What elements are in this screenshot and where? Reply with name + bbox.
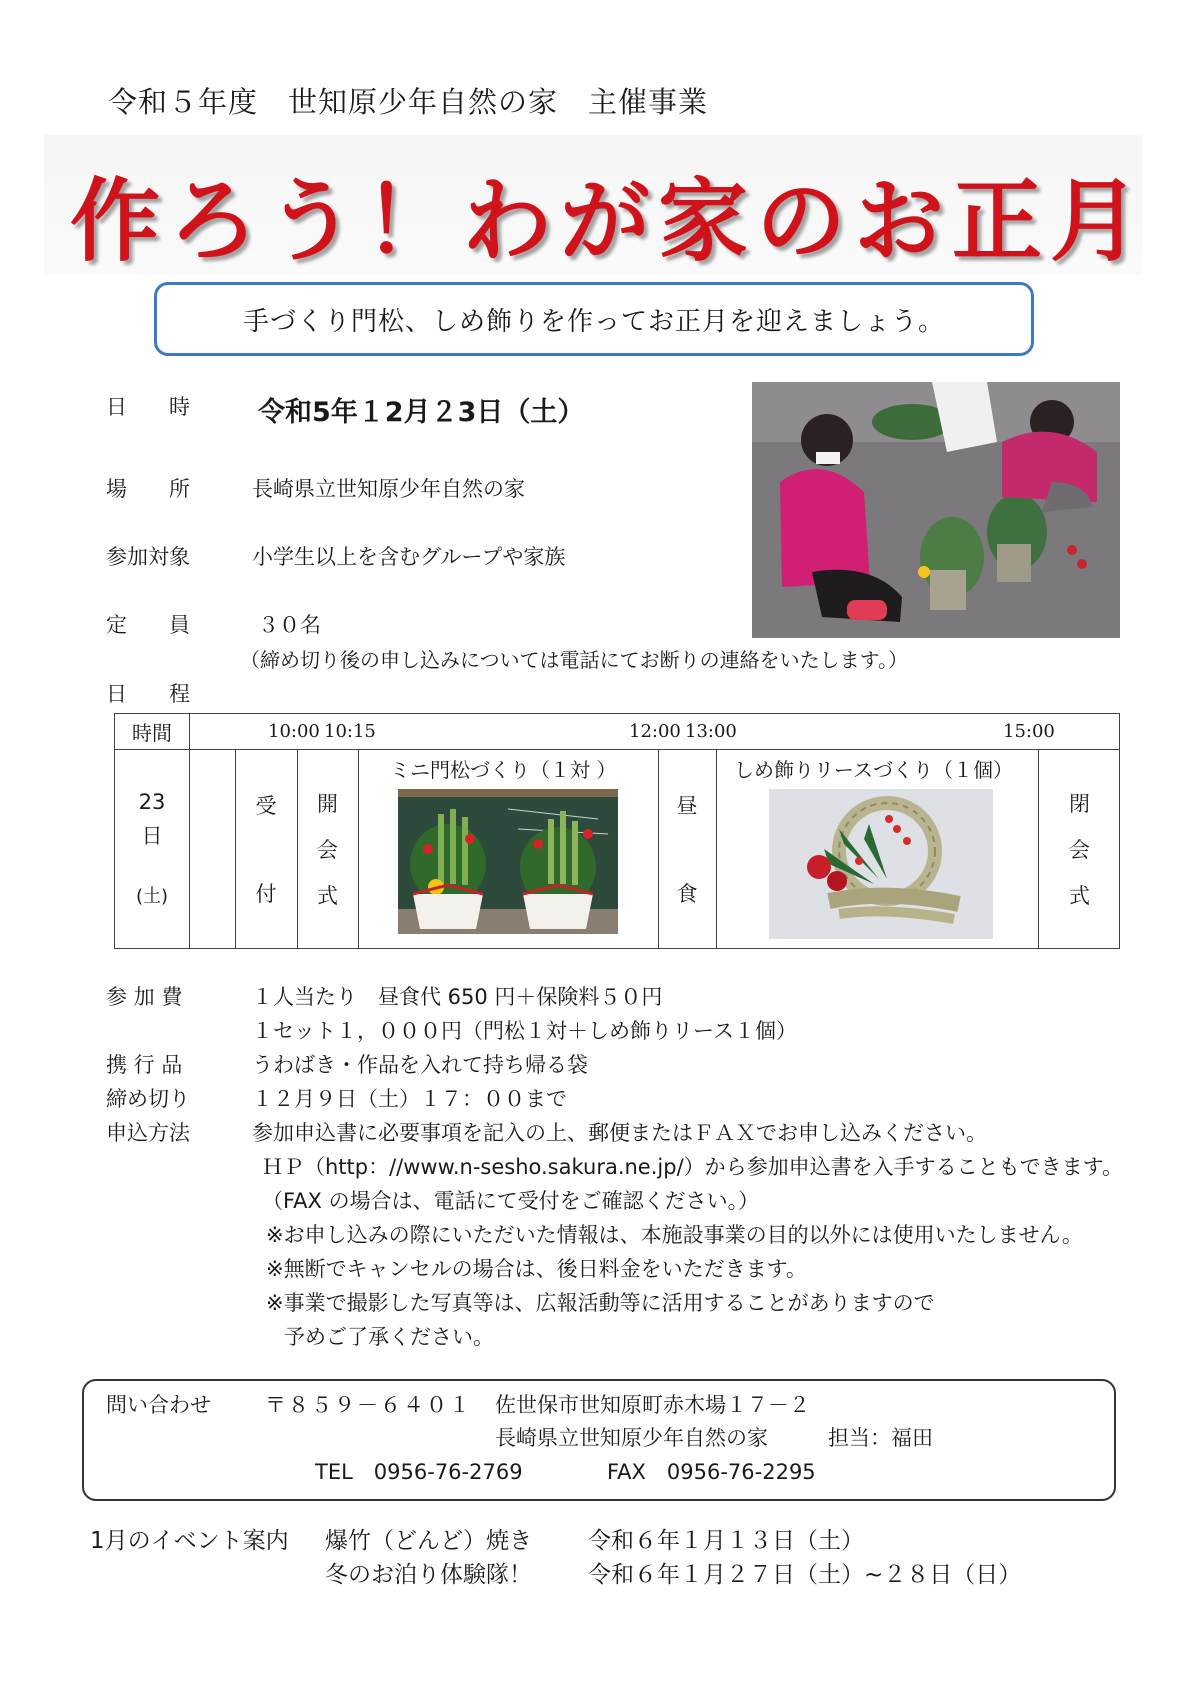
items-value: うわばき・作品を入れて持ち帰る袋 [252, 1053, 588, 1077]
capacity-note: （締め切り後の申し込みについては電話にてお断りの連絡をいたします。） [240, 648, 908, 672]
closing-ceremony-cell [1038, 749, 1121, 948]
kadomatsu-photo [398, 789, 618, 934]
opening-ceremony-cell [297, 749, 358, 948]
tagline-box [154, 282, 1034, 356]
apply-line-3: （FAX の場合は、電話にて受付をご確認ください。） [262, 1189, 760, 1213]
capacity-value: ３０名 [258, 613, 321, 637]
time-1300: 13:00 [685, 721, 737, 742]
event-1-name: 爆竹（どんど）焼き [325, 1528, 532, 1554]
fee-label: 参 加 費 [106, 985, 183, 1009]
events-label: 1月のイベント案内 [90, 1528, 289, 1554]
lunch-char-2: 食 [676, 881, 698, 906]
grid-line [358, 749, 359, 948]
capacity-label: 定 員 [106, 613, 190, 637]
time-header: 時間 [115, 714, 190, 749]
contact-address: 佐世保市世知原町赤木場１７－２ [495, 1393, 810, 1417]
page-title: 作ろう！わが家のお正月 [70, 169, 1148, 274]
day-weekday: (土) [135, 885, 169, 907]
closing-char-3: 式 [1069, 883, 1090, 908]
day-cell [115, 749, 189, 948]
schedule-label: 日 程 [106, 682, 190, 706]
apply-line-1: 参加申込書に必要事項を記入の上、郵便またはＦＡＸでお申し込みください。 [252, 1121, 987, 1145]
shimekazari-illustration [769, 789, 993, 939]
apply-line-4: ※お申し込みの際にいただいた情報は、本施設事業の目的以外には使用いたしません。 [266, 1223, 1083, 1247]
lunch-cell [658, 749, 716, 948]
kadomatsu-illustration [398, 789, 618, 934]
shimekazari-photo [769, 789, 993, 939]
grid-line [189, 749, 190, 948]
contact-facility: 長崎県立世知原少年自然の家 [495, 1426, 768, 1450]
event-2-name: 冬のお泊り体験隊！ [325, 1562, 532, 1588]
contact-tel: TEL 0956-76-2769 [315, 1460, 523, 1484]
day-number: 23 [138, 789, 166, 814]
workshop-photo [752, 382, 1120, 638]
workshop-photo-illustration [752, 382, 1120, 638]
org-line: 令和５年度 世知原少年自然の家 主催事業 [108, 85, 709, 119]
fee-line-1: １人当たり 昼食代 650 円＋保険料５０円 [252, 985, 663, 1009]
day-unit: 日 [141, 823, 163, 848]
contact-person: 担当：福田 [828, 1426, 933, 1450]
reception-cell [235, 749, 297, 948]
event-1-date: 令和６年１月１３日（土） [588, 1528, 864, 1554]
apply-line-2: ＨＰ（http：//www.n-sesho.sakura.ne.jp/）から参加申込書を入手することもできます。 [262, 1155, 1123, 1179]
shimekazari-caption: しめ飾りリースづくり（１個） [734, 758, 1013, 782]
time-1500: 15:00 [1003, 721, 1055, 742]
time-1200: 12:00 [629, 721, 681, 742]
fee-line-2: １セット１，０００円（門松１対＋しめ飾りリース１個） [252, 1019, 797, 1043]
lunch-char-1: 昼 [676, 793, 698, 818]
reception-char-2: 付 [255, 881, 277, 906]
target-label: 参加対象 [106, 545, 190, 569]
reception-char-1: 受 [255, 793, 277, 818]
closing-char-2: 会 [1069, 837, 1090, 862]
date-label: 日 時 [106, 395, 190, 419]
target-value: 小学生以上を含むグループや家族 [252, 545, 566, 569]
deadline-label: 締め切り [106, 1087, 190, 1111]
contact-label: 問い合わせ [106, 1393, 211, 1417]
event-2-date: 令和６年１月２７日（土）~２８日（日） [588, 1562, 1022, 1588]
schedule-table [114, 713, 1120, 949]
schedule-header-row [115, 714, 1119, 750]
opening-char-1: 開 [317, 791, 338, 816]
items-label: 携 行 品 [106, 1053, 183, 1077]
closing-char-1: 閉 [1069, 791, 1090, 816]
opening-char-2: 会 [317, 837, 338, 862]
date-value: 令和5年１2月２3日（土） [258, 397, 585, 428]
kadomatsu-caption: ミニ門松づくり（１対 ） [390, 758, 617, 782]
apply-line-6: ※事業で撮影した写真等は、広報活動等に活用することがありますので [266, 1291, 935, 1315]
place-label: 場 所 [106, 477, 190, 501]
apply-line-5: ※無断でキャンセルの場合は、後日料金をいただきます。 [266, 1257, 807, 1281]
grid-line [716, 749, 717, 948]
opening-char-3: 式 [317, 883, 338, 908]
apply-line-7: 予めご了承ください。 [284, 1325, 494, 1349]
tagline: 手づくり門松、しめ飾りを作ってお正月を迎えましょう。 [242, 306, 945, 337]
time-1015: 10:15 [324, 721, 376, 742]
deadline-value: １２月９日（土）１７：００まで [252, 1087, 567, 1111]
place-value: 長崎県立世知原少年自然の家 [252, 477, 525, 501]
contact-fax: FAX 0956-76-2295 [607, 1460, 816, 1484]
apply-label: 申込方法 [106, 1121, 190, 1145]
contact-postal: 〒８５９－６４０１ [265, 1393, 472, 1417]
time-1000: 10:00 [268, 721, 320, 742]
